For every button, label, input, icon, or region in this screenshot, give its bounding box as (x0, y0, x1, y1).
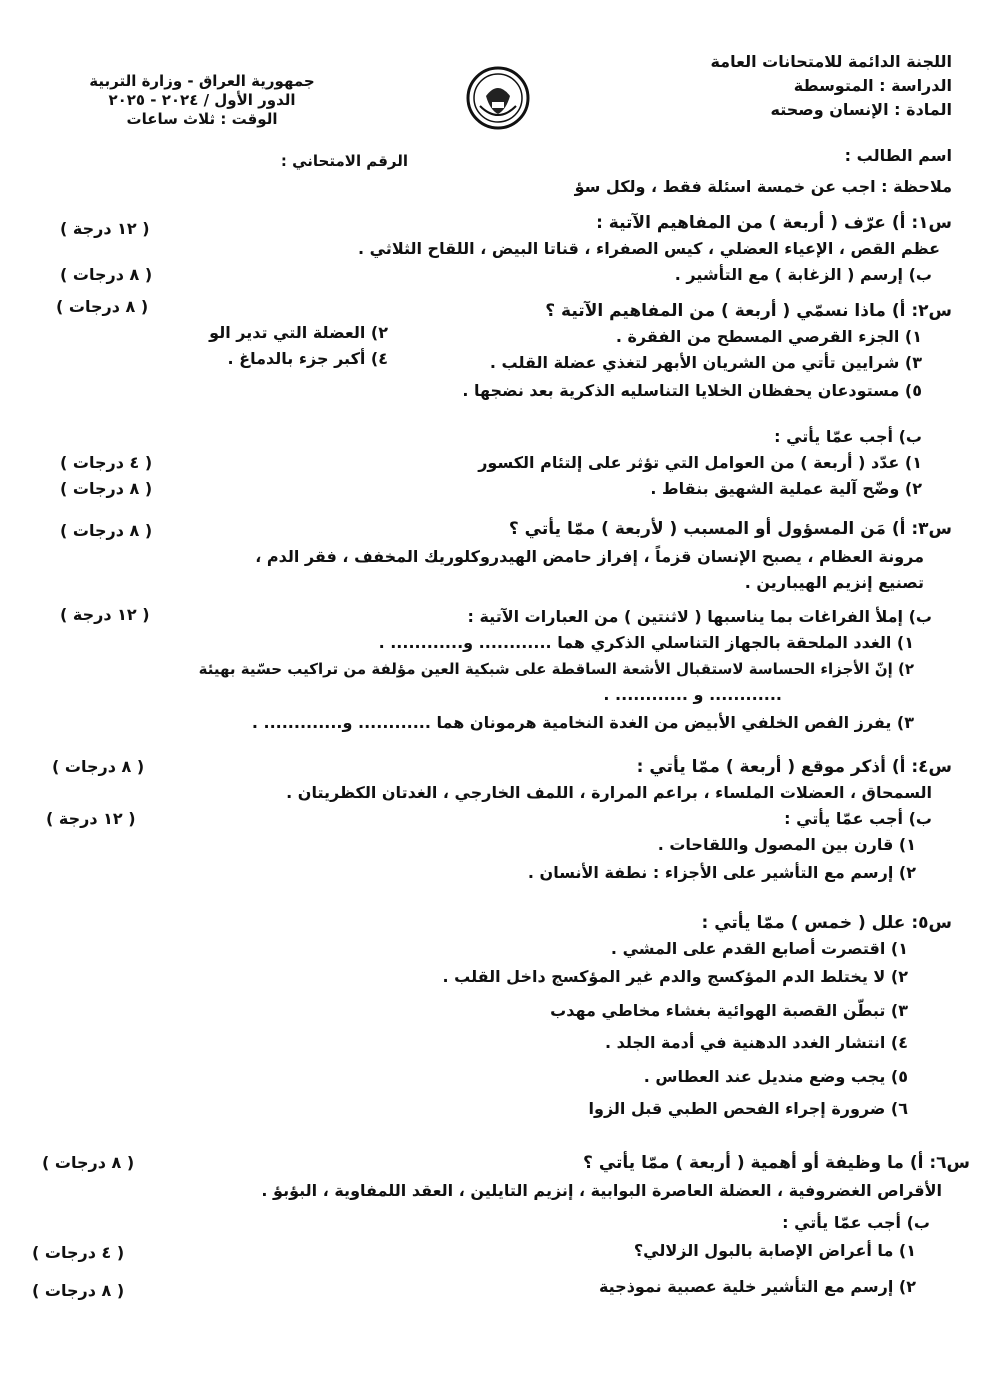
q3-a-marks: ( ٨ درجات ) (60, 521, 153, 540)
q5-item-2: ٢) لا يختلط الدم المؤكسج والدم غير المؤكسج داخل القلب . (442, 967, 908, 986)
q5-item-3: ٣) تبطّن القصبة الهوائية بغشاء مخاطي مهدب (550, 1001, 908, 1020)
q3-a-line-2: تصنيع إنزيم الهيبارين . (744, 573, 924, 592)
q2-item-3: ٣) شرايين تأتي من الشريان الأبهر لتغذي عضلة القلب . (489, 353, 922, 372)
exam-number-label: الرقم الامتحاني : (280, 152, 408, 170)
q5-title: س٥: علل ( خمس ) ممّا يأتي : (701, 913, 952, 933)
q3-b2-continued: ............ و ............ . (603, 685, 782, 704)
q6-a-terms: الأقراص الغضروفية ، العضلة العاصرة البوابية ، إنزيم التايلين ، العقد اللمفاوية ، البؤبؤ . (261, 1181, 942, 1200)
q2-item-4: ٤) أكبر جزء بالدماغ . (227, 349, 388, 368)
q5-item-1: ١) اقتصرت أصابع القدم على المشي . (610, 939, 908, 958)
q6-b1-marks: ( ٤ درجات ) (32, 1243, 125, 1262)
q5-item-6: ٦) ضرورة إجراء الفحص الطبي قبل الزوا (588, 1099, 908, 1118)
subject-name: المادة : الإنسان وصحته (770, 100, 952, 119)
study-level: الدراسة : المتوسطة (793, 76, 952, 95)
exam-duration: الوقت : ثلاث ساعات (126, 110, 278, 128)
q2-b1: ١) عدّد ( أربعة ) من العوامل التي تؤثر على إلتئام الكسور (478, 453, 922, 472)
q2-item-5: ٥) مستودعان يحفظان الخلايا التناسليه الذكرية بعد نضجها . (462, 381, 922, 400)
q1-a-terms: عظم القص ، الإعياء العضلي ، كيس الصفراء ، قناتا البيض ، اللقاح الثلاثي . (357, 239, 940, 258)
q3-a-title: س٣: أ) مَن المسؤول أو المسبب ( لأربعة ) ممّا يأتي ؟ (508, 519, 952, 539)
q2-b2-marks: ( ٨ درجات ) (60, 479, 153, 498)
q3-b-marks: ( ١٢ درجة ) (60, 605, 150, 624)
q2-a-title: س٢: أ) ماذا نسمّي ( أربعة ) من المفاهيم الآتية ؟ (545, 301, 952, 321)
iraq-emblem-icon (466, 66, 530, 130)
q1-a-marks: ( ١٢ درجة ) (60, 219, 150, 238)
q4-b-marks: ( ١٢ درجة ) (46, 809, 136, 828)
q3-b3: ٣) يفرز الفص الخلفي الأبيض من الغدة النخامية هرمونان هما ............ و............. . (251, 713, 914, 732)
q1-b-title: ب) إرسم ( الزغابة ) مع التأشير . (674, 265, 932, 284)
q4-b1: ١) قارن بين المصول واللقاحات . (657, 835, 916, 854)
q6-b2-marks: ( ٨ درجات ) (32, 1281, 125, 1300)
q6-b-title: ب) أجب عمّا يأتي : (782, 1213, 930, 1232)
ministry-name: جمهورية العراق - وزارة التربية (89, 72, 315, 90)
q4-b2: ٢) إرسم مع التأشير على الأجزاء : نطفة الأنسان . (527, 863, 916, 882)
exam-round: الدور الأول / ٢٠٢٤ - ٢٠٢٥ (108, 91, 296, 109)
committee-name: اللجنة الدائمة للامتحانات العامة (710, 52, 952, 71)
q5-item-4: ٤) انتشار الغدد الدهنية في أدمة الجلد . (604, 1033, 908, 1052)
q4-b-title: ب) أجب عمّا يأتي : (784, 809, 932, 828)
header-right (710, 50, 952, 122)
q3-b-title: ب) إملأ الفراغات بما يناسبها ( لاثنتين ) من العبارات الآتية : (467, 607, 932, 626)
q2-b2: ٢) وضّح آلية عملية الشهيق بنقاط . (650, 479, 922, 498)
q3-b1: ١) الغدد الملحقة بالجهاز التناسلي الذكري هما ............ و............ . (378, 633, 914, 652)
q6-a-marks: ( ٨ درجات ) (42, 1153, 135, 1172)
q2-b-title: ب) أجب عمّا يأتي : (774, 427, 922, 446)
q1-a-title: س١: أ) عرّف ( أربعة ) من المفاهيم الآتية : (596, 213, 952, 233)
q2-item-1: ١) الجزء القرصي المسطح من الفقرة . (615, 327, 922, 346)
q6-a-title: س٦: أ) ما وظيفة أو أهمية ( أربعة ) ممّا يأتي ؟ (583, 1153, 970, 1173)
q4-a-title: س٤: أ) أذكر موقع ( أربعة ) ممّا يأتي : (636, 757, 952, 777)
header-left (82, 72, 322, 129)
q3-a-line-1: مرونة العظام ، يصبح الإنسان قزماً ، إفراز حامض الهيدروكلوريك المخفف ، فقر الدم ، (255, 547, 924, 566)
q4-a-marks: ( ٨ درجات ) (52, 757, 145, 776)
q5-item-5: ٥) يجب وضع منديل عند العطاس . (643, 1067, 908, 1086)
q2-a-marks: ( ٨ درجات ) (56, 297, 149, 316)
q4-a-terms: السمحاق ، العضلات الملساء ، براعم المرارة ، اللمف الخارجي ، الغدتان الكظريتان . (286, 783, 932, 802)
q6-b2: ٢) إرسم مع التأشير خلية عصبية نموذجية (598, 1277, 916, 1296)
exam-note: ملاحظة : اجب عن خمسة اسئلة فقط ، ولكل سؤ (574, 177, 952, 196)
student-name-label: اسم الطالب : (844, 146, 952, 165)
q2-item-2: ٢) العضلة التي تدير الو (209, 323, 388, 342)
q6-b1: ١) ما أعراض الإصابة بالبول الزلالي؟ (633, 1241, 916, 1260)
q3-b2: ٢) إنّ الأجزاء الحساسة لاستقبال الأشعة الساقطة على شبكية العين مؤلفة من تراكيب حسّية بهيئة (198, 660, 914, 678)
q2-b1-marks: ( ٤ درجات ) (60, 453, 153, 472)
q1-b-marks: ( ٨ درجات ) (60, 265, 153, 284)
